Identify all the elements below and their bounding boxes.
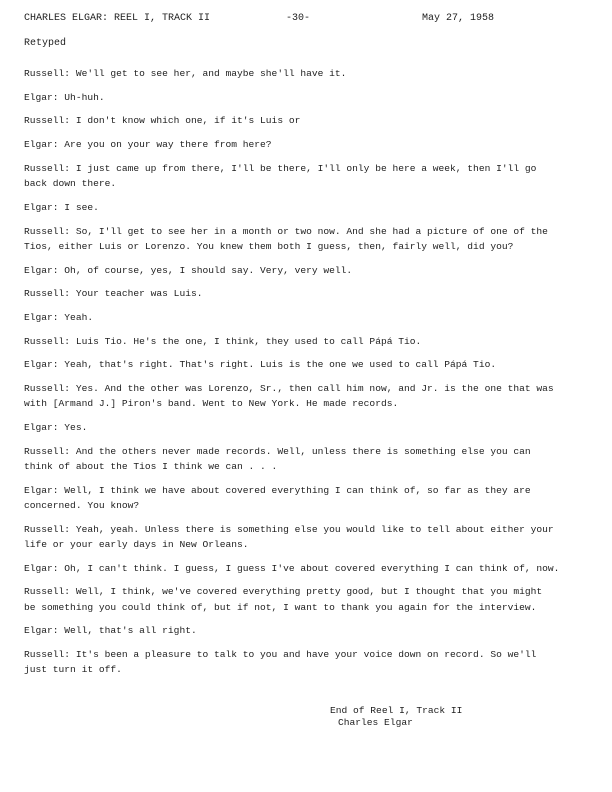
dialogue-line: Russell: Your teacher was Luis. — [24, 288, 203, 300]
dialogue-paragraph — [24, 522, 564, 552]
dialogue-line: Russell: Yeah, yeah. Unless there is something else you would like to tell about either your — [24, 523, 554, 535]
dialogue-line: Russell: And the others never made records. Well, unless there is something else you can — [24, 445, 531, 457]
dialogue-line: Elgar: Yes. — [24, 422, 88, 434]
end-of-reel-line: End of Reel I, Track II — [330, 705, 463, 716]
dialogue-line: Russell: I don't know which one, if it's Luis or — [24, 115, 301, 127]
dialogue-line: Russell: Yes. And the other was Lorenzo, Sr., then call him now, and Jr. is the one that was — [24, 383, 554, 395]
dialogue-line: Elgar: Are you on your way there from here? — [24, 139, 272, 151]
dialogue-paragraph — [24, 334, 564, 349]
dialogue-line: Elgar: Yeah, that's right. That's right. Luis is the one we used to call Pápá Tio. — [24, 359, 497, 371]
dialogue-line: with [Armand J.] Piron's band. Went to New York. He made records. — [24, 398, 399, 410]
speaker-name-line: Charles Elgar — [338, 717, 413, 728]
dialogue-paragraph — [24, 263, 564, 278]
dialogue-line: Elgar: Oh, I can't think. I guess, I guess I've about covered everything I can think of, now. — [24, 562, 560, 574]
dialogue-paragraph — [24, 200, 564, 215]
dialogue-line: life or your early days in New Orleans. — [24, 538, 249, 550]
dialogue-paragraph — [24, 310, 564, 325]
retyped-note: Retyped — [24, 38, 67, 49]
dialogue-paragraph — [24, 444, 564, 474]
dialogue-paragraph — [24, 561, 564, 576]
dialogue-line: Russell: Well, I think, we've covered everything pretty good, but I thought that you might — [24, 586, 543, 598]
page-number: -30- — [286, 13, 311, 24]
dialogue-paragraph — [24, 647, 564, 677]
dialogue-line: Elgar: I see. — [24, 201, 99, 213]
dialogue-paragraph — [24, 286, 564, 301]
dialogue-paragraph — [24, 584, 564, 614]
dialogue-line: Elgar: Yeah. — [24, 311, 94, 323]
dialogue-line: Tios, either Luis or Lorenzo. You knew them both I guess, then, fairly well, did you? — [24, 240, 514, 252]
dialogue-line: just turn it off. — [24, 664, 122, 676]
dialogue-line: Elgar: Uh-huh. — [24, 91, 105, 103]
dialogue-line: Russell: So, I'll get to see her in a month or two now. And she had a picture of one of the — [24, 225, 548, 237]
dialogue-line: be something you could think of, but if not, I want to thank you again for the interview. — [24, 601, 537, 613]
header-date: May 27, 1958 — [422, 13, 495, 24]
end-of-reel-note — [330, 705, 462, 729]
dialogue-paragraph — [24, 420, 564, 435]
dialogue-paragraph — [24, 161, 564, 191]
dialogue-paragraph — [24, 113, 564, 128]
page-header — [24, 12, 584, 26]
dialogue-line: think of about the Tios I think we can . . . — [24, 461, 278, 473]
dialogue-paragraph — [24, 137, 564, 152]
dialogue-paragraph — [24, 623, 564, 638]
dialogue-line: Russell: It's been a pleasure to talk to you and have your voice down on record. So we'll — [24, 649, 537, 660]
dialogue-paragraph — [24, 224, 564, 254]
dialogue-paragraph — [24, 357, 564, 372]
dialogue-paragraph — [24, 381, 564, 411]
dialogue-line: Russell: I just came up from there, I'll be there, I'll only be here a week, then I'll go — [24, 162, 537, 174]
dialogue-paragraph — [24, 66, 564, 81]
header-title: CHARLES ELGAR: REEL I, TRACK II — [24, 13, 211, 24]
dialogue-line: Elgar: Oh, of course, yes, I should say. Very, very well. — [24, 264, 353, 276]
dialogue-line: Elgar: Well, I think we have about covered everything I can think of, so far as they are — [24, 484, 531, 496]
dialogue-line: Russell: Luis Tio. He's the one, I think, they used to call Pápá Tio. — [24, 335, 422, 347]
dialogue-line: Russell: We'll get to see her, and maybe she'll have it. — [24, 68, 347, 79]
transcript-body — [24, 66, 564, 686]
dialogue-line: concerned. You know? — [24, 499, 140, 511]
dialogue-paragraph — [24, 483, 564, 513]
dialogue-line: Elgar: Well, that's all right. — [24, 625, 197, 637]
dialogue-paragraph — [24, 90, 564, 105]
dialogue-line: back down there. — [24, 178, 117, 190]
